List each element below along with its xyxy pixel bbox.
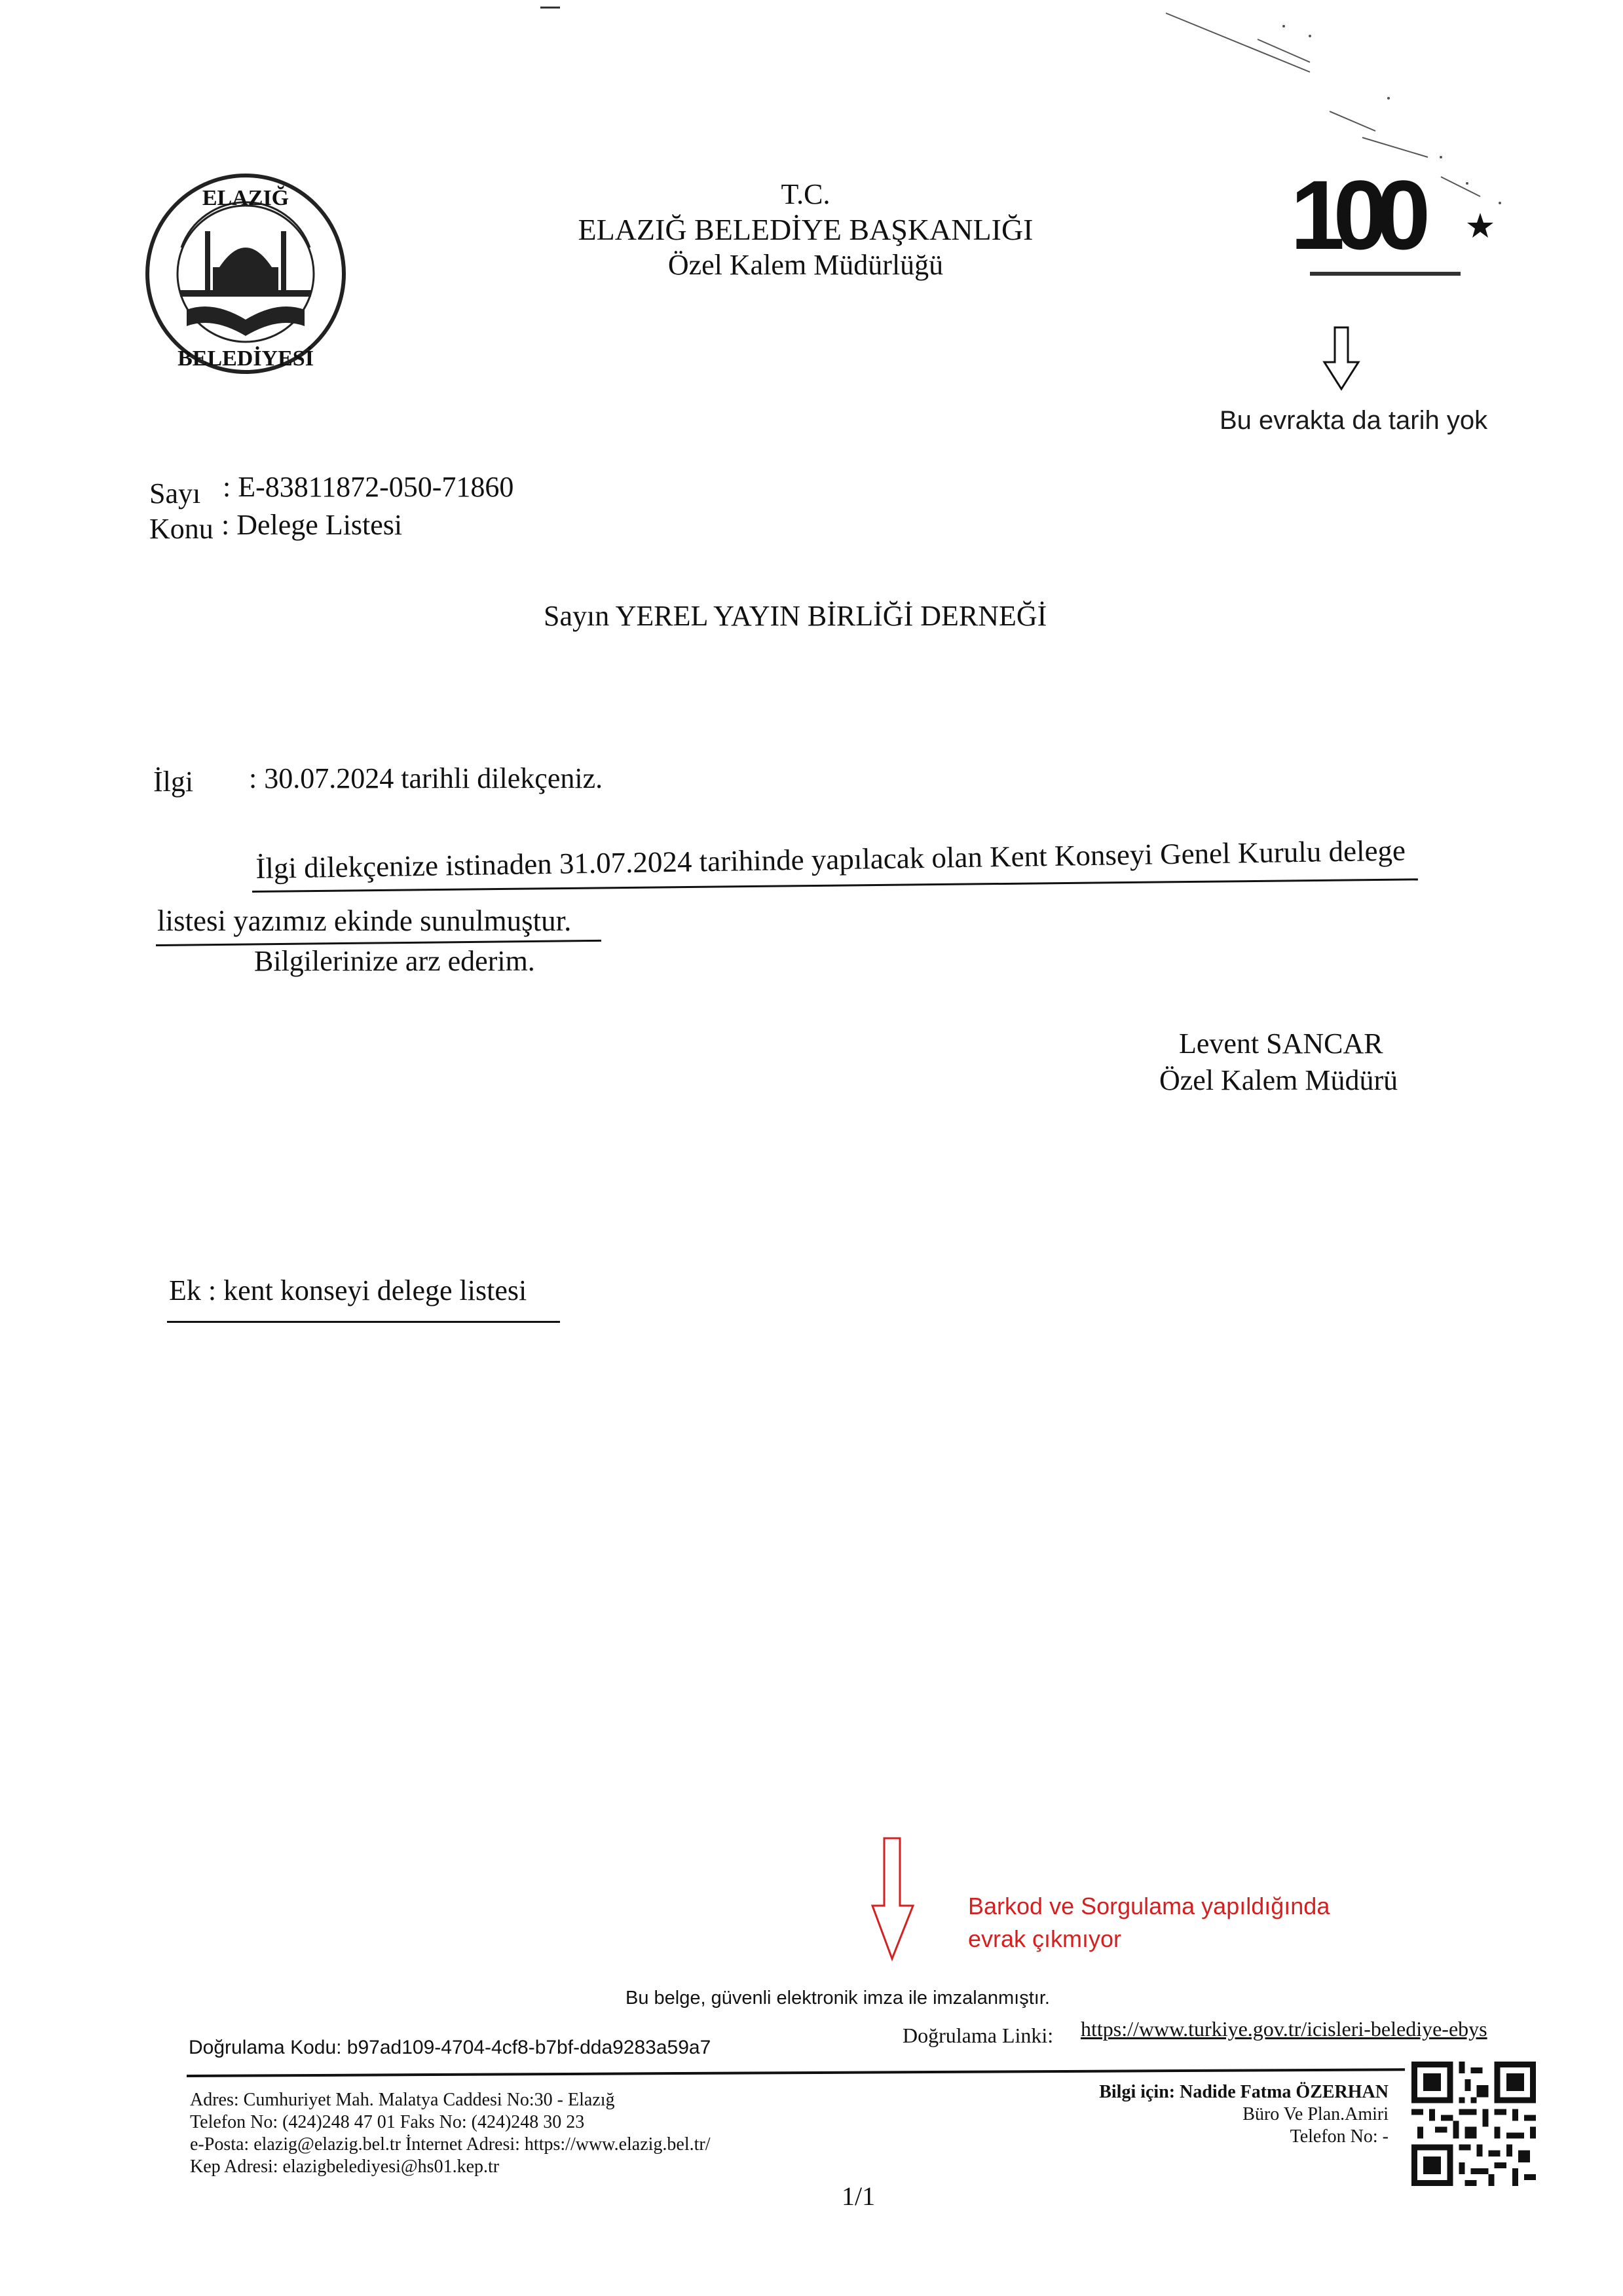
verification-code: Doğrulama Kodu: b97ad109-4704-4cf8-b7bf-dda9283a59a7 [189,2037,711,2058]
signer-title: Özel Kalem Müdürü [1159,1064,1398,1096]
header-line-tc: T.C. [781,178,830,210]
municipality-seal [141,169,350,379]
esign-notice: Bu belge, güvenli elektronik imza ile imzalanmıştır. [625,1988,1050,2009]
ilgi-value: : 30.07.2024 tarihli dilekçeniz. [249,762,603,794]
down-arrow-icon [870,1837,916,1961]
header-line-department: Özel Kalem Müdürlüğü [667,249,944,281]
attachment-note: Ek : kent konseyi delege listesi [169,1274,527,1306]
verification-link-label: Doğrulama Linki: [903,2024,1054,2047]
address-line: Adres: Cumhuriyet Mah. Malatya Caddesi No:30 - Elazığ [190,2090,615,2110]
header-line-institution: ELAZIĞ BELEDİYE BAŞKANLIĞI [578,213,1034,246]
phone-line: Telefon No: (424)248 47 01 Faks No: (424)248 30 23 [190,2112,585,2132]
republic-100-logo [1284,167,1493,291]
seal-text-top: ELAZIĞ [202,186,289,210]
annotation-bottom-note-line-2: evrak çıkmıyor [968,1925,1122,1952]
signer-name: Levent SANCAR [1179,1028,1383,1060]
paragraph-line-1: İlgi dilekçenize istinaden 31.07.2024 tarihinde yapılacak olan Kent Konseyi Genel Kurulu delege [255,834,1406,885]
logo-text: 100 [1290,167,1419,270]
info-title: Büro Ve Plan.Amiri [1242,2104,1389,2124]
underline [167,1321,560,1323]
info-phone: Telefon No: - [1290,2126,1389,2147]
seal-text-bottom: BELEDİYESİ [177,346,314,371]
paragraph-line-2: listesi yazımız ekinde sunulmuştur. [157,904,572,937]
kep-line: Kep Adresi: elazigbelediyesi@hs01.kep.tr [190,2157,500,2177]
scan-mark [540,7,560,9]
verification-link[interactable]: https://www.turkiye.gov.tr/icisleri-belediye-ebys [1081,2017,1487,2041]
sayi-value: : E-83811872-050-71860 [223,471,514,503]
page-number: 1/1 [842,2181,876,2211]
info-contact-person: Bilgi için: Nadide Fatma ÖZERHAN [1099,2082,1389,2102]
konu-label: Konu [149,513,214,545]
ilgi-label: İlgi [153,766,194,798]
footer-divider [187,2068,1405,2077]
down-arrow-icon [1322,326,1361,392]
qr-code-icon[interactable] [1411,2062,1536,2186]
closing-text: Bilgilerinize arz ederim. [254,945,535,977]
contact-info-block [1022,2081,1389,2148]
address-block [190,2089,711,2178]
recipient: Sayın YEREL YAYIN BİRLİĞİ DERNEĞİ [544,600,1047,632]
annotation-top-note: Bu evrakta da tarih yok [1220,406,1488,435]
sayi-label: Sayı [149,477,201,509]
letterhead [557,177,1054,283]
annotation-bottom-note-line-1: Barkod ve Sorgulama yapıldığında [968,1893,1330,1919]
email-line: e-Posta: elazig@elazig.bel.tr İnternet Adresi: https://www.elazig.bel.tr/ [190,2134,711,2155]
konu-value: : Delege Listesi [221,509,403,541]
